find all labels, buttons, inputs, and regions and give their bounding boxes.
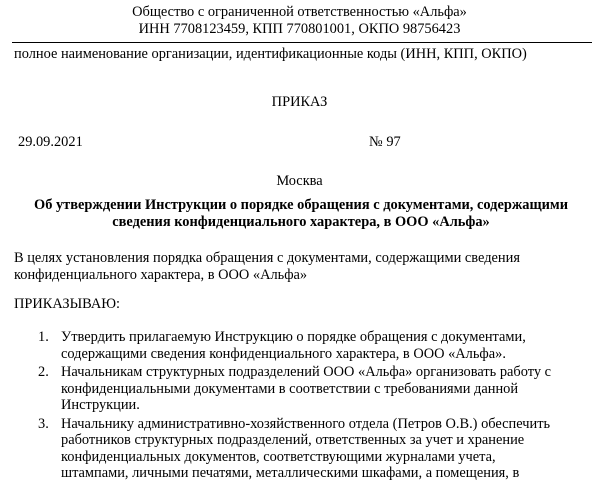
order-item: [0, 416, 599, 482]
order-item: [0, 329, 599, 362]
order-item-number: 2.: [38, 364, 49, 380]
order-item-number: 1.: [38, 329, 49, 345]
organization-caption: полное наименование организации, идентификационные коды (ИНН, КПП, ОКПО): [14, 46, 527, 62]
preamble-line: конфиденциального характера, в ООО «Альфа»: [14, 267, 308, 283]
decree-heading: ПРИКАЗЫВАЮ:: [14, 296, 121, 312]
subject-line: сведения конфиденциального характера, в ООО «Альфа»: [112, 214, 490, 230]
document-date: 29.09.2021: [18, 134, 83, 150]
preamble: [14, 250, 590, 284]
organization-codes: ИНН 7708123459, КПП 770801001, ОКПО 98756423: [138, 21, 461, 37]
organization-name: Общество с ограниченной ответственностью «Альфа»: [132, 4, 467, 20]
subject-line: Об утверждении Инструкции о порядке обращения с документами, содержащими: [34, 197, 568, 213]
order-item-text-line: Начальнику административно-хозяйственного отдела (Петров О.В.) обеспечить: [61, 415, 551, 432]
order-items-list: [0, 329, 599, 484]
order-item-text-line: штампами, личными печатями, металлическими шкафами, а помещения, в: [61, 465, 520, 481]
order-item-text-line: работников структурных подразделений, ответственных за учет и хранение: [61, 432, 525, 448]
document-subject: [10, 197, 592, 231]
order-item-text-line: конфиденциальными документами в соответствии с требованиями данной: [61, 380, 519, 397]
order-item-number: 3.: [38, 415, 49, 432]
document-title: ПРИКАЗ: [271, 94, 328, 110]
document-number: № 97: [369, 134, 401, 150]
order-item-text-line: Утвердить прилагаемую Инструкцию о порядке обращения с документами,: [61, 329, 526, 345]
order-item-text-line: Начальникам структурных подразделений ООО «Альфа» организовать работу с: [61, 364, 552, 380]
order-item-text-line: Инструкции.: [61, 397, 140, 413]
document-city: Москва: [276, 173, 323, 189]
preamble-line: В целях установления порядка обращения с документами, содержащими сведения: [14, 250, 520, 266]
organization-header: [0, 4, 599, 38]
organization-rule: [12, 42, 592, 43]
order-item-text-line: конфиденциальных документов, соответствующими журналами учета,: [61, 448, 496, 465]
order-item-text-line: содержащими сведения конфиденциального характера, в ООО «Альфа».: [61, 345, 506, 362]
order-item: [0, 364, 599, 414]
